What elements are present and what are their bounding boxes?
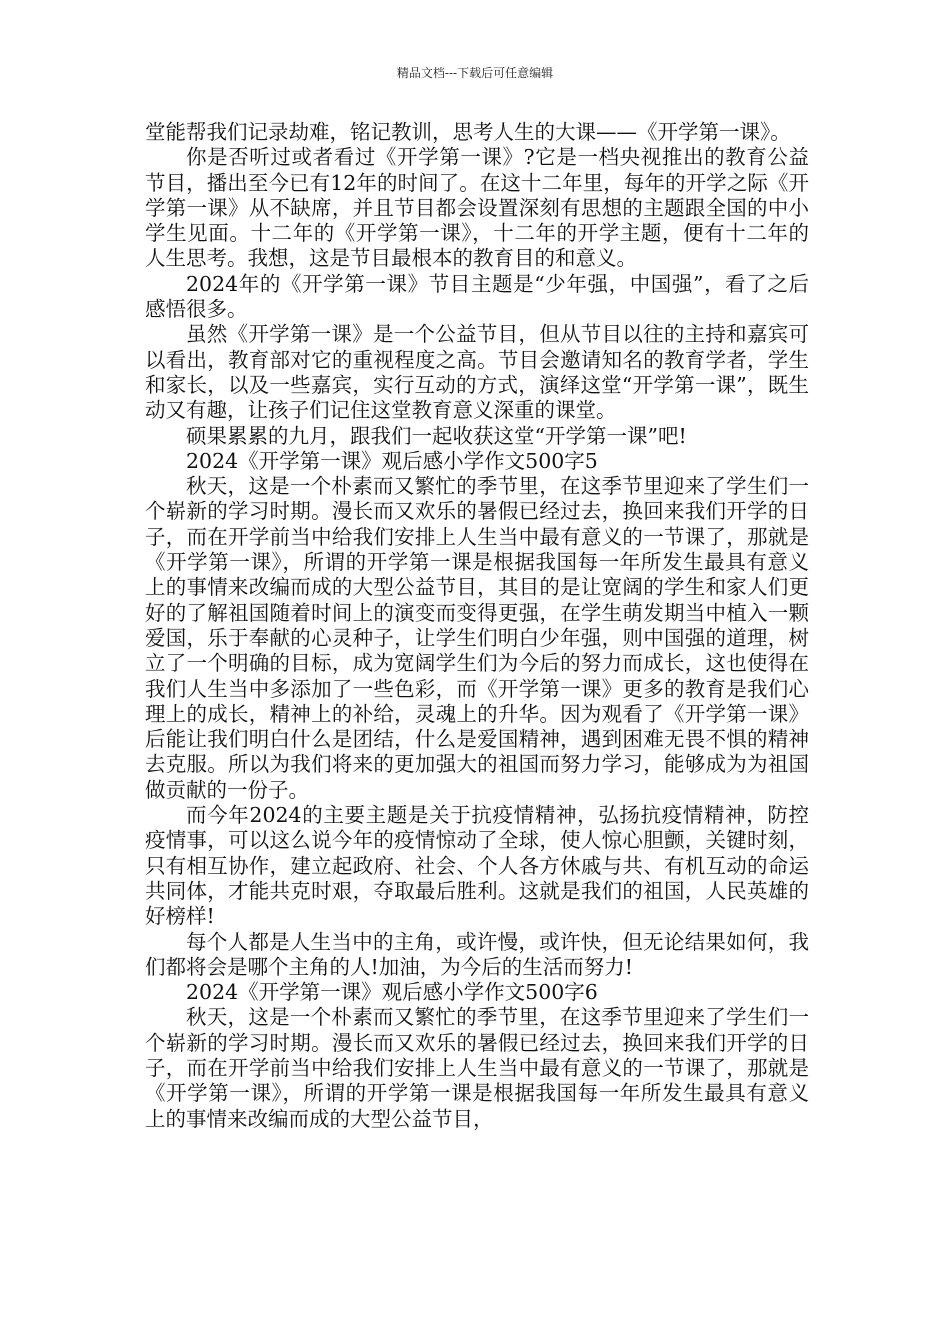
section-heading-5: 2024《开学第一课》观后感小学作文500字5 — [186, 448, 598, 473]
paragraph-3: 2024年的《开学第一课》节目主题是“少年强，中国强”，看了之后感悟很多。 — [145, 271, 809, 322]
paragraph-7: 而今年2024的主要主题是关于抗疫情精神，弘扬抗疫情精神，防控疫情事，可以这么说今年的疫情惊动了全球，使人惊心胆颤，关键时刻，只有相互协作，建立起政府、社会、个人各方休戚与共、有机互动的命运共同体，才能共克时艰，夺取最后胜利。这就是我们的祖国，人民英雄的好榜样! — [145, 803, 809, 929]
paragraph-2: 你是否听过或者看过《开学第一课》?它是一档央视推出的教育公益节目，播出至今已有12年的时间了。在这十二年里，每年的开学之际《开学第一课》从不缺席，并且节目都会设置深刻有思想的主题跟全国的中小学生见面。十二年的《开学第一课》，十二年的开学主题，便有十二年的人生思考。我想，这是节目最根本的教育目的和意义。 — [145, 145, 809, 271]
paragraph-5: 硕果累累的九月，跟我们一起收获这堂“开学第一课”吧! — [186, 423, 687, 448]
paragraph-1: 堂能帮我们记录劫难，铭记教训，思考人生的大课——《开学第一课》。 — [145, 120, 791, 144]
paragraph-9: 秋天，这是一个朴素而又繁忙的季节里，在这季节里迎来了学生们一个崭新的学习时期。漫长而又欢乐的暑假已经过去，换回来我们开学的日子，而在开学前当中给我们安排上人生当中最有意义的一节课了，那就是《开学第一课》，所谓的开学第一课是根据我国每一年所发生最具有意义上的事情来改编而成的大型公益节目， — [145, 1005, 809, 1131]
section-heading-6: 2024《开学第一课》观后感小学作文500字6 — [186, 980, 598, 1005]
paragraph-6: 秋天，这是一个朴素而又繁忙的季节里，在这季节里迎来了学生们一个崭新的学习时期。漫长而又欢乐的暑假已经过去，换回来我们开学的日子，而在开学前当中给我们安排上人生当中最有意义的一节课了，那就是《开学第一课》，所谓的开学第一课是根据我国每一年所发生最具有意义上的事情来改编而成的大型公益节目，其目的是让宽阔的学生和家人们更好的了解祖国随着时间上的演变而变得更强，在学生萌发期当中植入一颗爱国，乐于奉献的心灵种子，让学生们明白少年强，则中国强的道理，树立了一个明确的目标，成为宽阔学生们为今后的努力而成长，这也使得在我们人生当中多添加了一些色彩，而《开学第一课》更多的教育是我们心理上的成长，精神上的补给，灵魂上的升华。因为观看了《开学第一课》后能让我们明白什么是团结，什么是爱国精神，遇到困难无畏不惧的精神去克服。所以为我们将来的更加强大的祖国而努力学习，能够成为为祖国做贡献的一份子。 — [145, 474, 809, 802]
page-header: 精品文档---下载后可任意编辑 — [396, 66, 554, 80]
paragraph-4: 虽然《开学第一课》是一个公益节目，但从节目以往的主持和嘉宾可以看出，教育部对它的重视程度之高。节目会邀请知名的教育学者，学生和家长，以及一些嘉宾，实行互动的方式，演绎这堂“开学第一课”，既生动又有趣，让孩子们记住这堂教育意义深重的课堂。 — [145, 322, 809, 423]
document-body — [145, 120, 809, 1132]
paragraph-8: 每个人都是人生当中的主角，或许慢，或许快，但无论结果如何，我们都将会是哪个主角的人!加油，为今后的生活而努力! — [145, 929, 809, 979]
